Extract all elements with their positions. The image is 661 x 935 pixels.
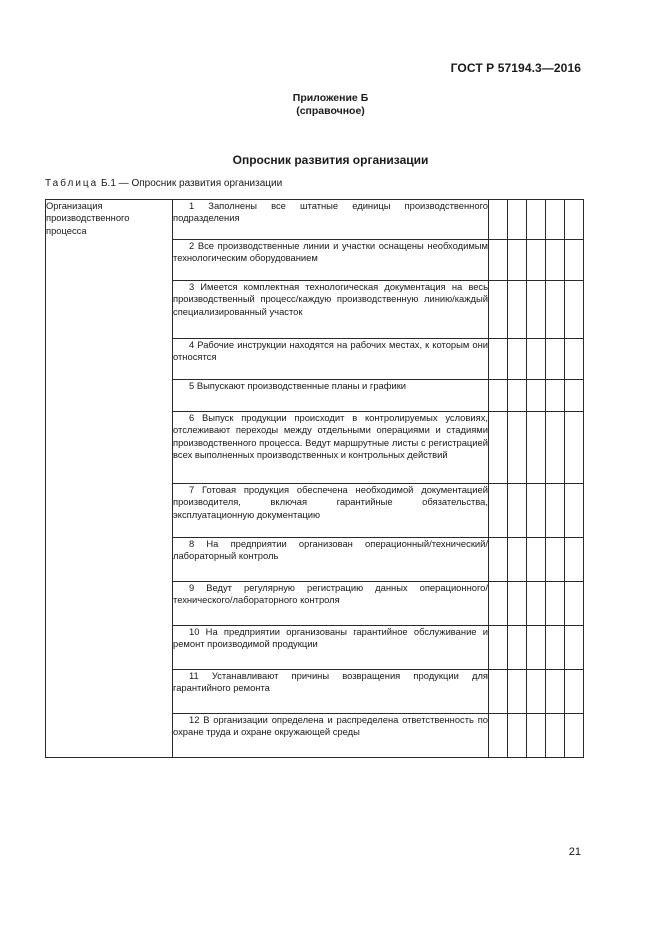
question-cell: 4 Рабочие инструкции находятся на рабочих местах, к которым они относятся (173, 339, 489, 380)
answer-cell[interactable] (565, 582, 584, 626)
answer-cell[interactable] (489, 281, 508, 339)
question-cell: 9 Ведут регулярную регистрацию данных операционного/технического/лабораторного контроля (173, 582, 489, 626)
section-label: Организация производственного процесса (46, 200, 173, 758)
answer-cell[interactable] (565, 484, 584, 538)
answer-cell[interactable] (527, 626, 546, 670)
question-cell: 5 Выпускают производственные планы и графики (173, 380, 489, 412)
answer-cell[interactable] (546, 380, 565, 412)
table-row (46, 200, 584, 240)
answer-cell[interactable] (546, 484, 565, 538)
table-caption-text: Б.1 — Опросник развития организации (98, 178, 283, 189)
answer-cell[interactable] (508, 714, 527, 758)
answer-cell[interactable] (565, 412, 584, 484)
answer-cell[interactable] (508, 538, 527, 582)
answer-cell[interactable] (489, 538, 508, 582)
answer-cell[interactable] (546, 538, 565, 582)
appendix-heading (0, 92, 661, 118)
answer-cell[interactable] (489, 484, 508, 538)
answer-cell[interactable] (565, 380, 584, 412)
answer-cell[interactable] (546, 200, 565, 240)
standard-code: ГОСТ Р 57194.3—2016 (450, 61, 581, 75)
answer-cell[interactable] (527, 339, 546, 380)
answer-cell[interactable] (489, 626, 508, 670)
answer-cell[interactable] (527, 484, 546, 538)
answer-cell[interactable] (508, 670, 527, 714)
answer-cell[interactable] (546, 714, 565, 758)
answer-cell[interactable] (546, 240, 565, 281)
table-caption-prefix: Таблица (45, 178, 99, 189)
answer-cell[interactable] (565, 200, 584, 240)
answer-cell[interactable] (546, 626, 565, 670)
answer-cell[interactable] (508, 626, 527, 670)
answer-cell[interactable] (489, 200, 508, 240)
answer-cell[interactable] (508, 240, 527, 281)
answer-cell[interactable] (508, 380, 527, 412)
answer-cell[interactable] (527, 670, 546, 714)
answer-cell[interactable] (527, 412, 546, 484)
appendix-title: Приложение Б (292, 92, 369, 104)
answer-cell[interactable] (527, 200, 546, 240)
questionnaire-body (46, 200, 584, 758)
question-cell: 2 Все производственные линии и участки оснащены необходимым технологическим оборудованием (173, 240, 489, 281)
answer-cell[interactable] (565, 538, 584, 582)
answer-cell[interactable] (565, 339, 584, 380)
question-cell: 12 В организации определена и распределена ответственность по охране труда и охране окружающей среды (173, 714, 489, 758)
answer-cell[interactable] (527, 281, 546, 339)
answer-cell[interactable] (489, 339, 508, 380)
answer-cell[interactable] (565, 626, 584, 670)
answer-cell[interactable] (489, 670, 508, 714)
answer-cell[interactable] (546, 281, 565, 339)
answer-cell[interactable] (508, 582, 527, 626)
answer-cell[interactable] (546, 582, 565, 626)
answer-cell[interactable] (546, 339, 565, 380)
answer-cell[interactable] (565, 670, 584, 714)
answer-cell[interactable] (565, 240, 584, 281)
answer-cell[interactable] (527, 240, 546, 281)
question-cell: 1 Заполнены все штатные единицы производственного подразделения (173, 200, 489, 240)
document-title: Опросник развития организации (232, 153, 429, 167)
answer-cell[interactable] (508, 412, 527, 484)
question-cell: 6 Выпуск продукции происходит в контролируемых условиях, отслеживают переходы между отдельными операциями и стадиями производственного процесса. Ведут маршрутные листы с регистрацией всех выполненных производственных и контрольных действий (173, 412, 489, 484)
answer-cell[interactable] (489, 380, 508, 412)
answer-cell[interactable] (565, 281, 584, 339)
answer-cell[interactable] (489, 714, 508, 758)
answer-cell[interactable] (527, 582, 546, 626)
answer-cell[interactable] (489, 412, 508, 484)
answer-cell[interactable] (508, 200, 527, 240)
answer-cell[interactable] (508, 339, 527, 380)
question-cell: 11 Устанавливают причины возвращения продукции для гарантийного ремонта (173, 670, 489, 714)
answer-cell[interactable] (489, 582, 508, 626)
answer-cell[interactable] (489, 240, 508, 281)
question-cell: 10 На предприятии организованы гарантийное обслуживание и ремонт производимой продукции (173, 626, 489, 670)
answer-cell[interactable] (546, 412, 565, 484)
question-cell: 8 На предприятии организован операционный/технический/лабораторный контроль (173, 538, 489, 582)
answer-cell[interactable] (508, 484, 527, 538)
question-cell: 7 Готовая продукция обеспечена необходимой документацией производителя, включая гарантийные обязательства, эксплуатационную документацию (173, 484, 489, 538)
answer-cell[interactable] (565, 714, 584, 758)
answer-cell[interactable] (527, 380, 546, 412)
answer-cell[interactable] (508, 281, 527, 339)
page-number: 21 (568, 846, 581, 858)
questionnaire-table (45, 199, 584, 758)
answer-cell[interactable] (527, 714, 546, 758)
appendix-subtitle: (справочное) (296, 105, 365, 117)
answer-cell[interactable] (546, 670, 565, 714)
question-cell: 3 Имеется комплектная технологическая документация на весь производственный процесс/каждую производственную линию/каждый специализированный участок (173, 281, 489, 339)
table-caption (45, 178, 282, 189)
answer-cell[interactable] (527, 538, 546, 582)
